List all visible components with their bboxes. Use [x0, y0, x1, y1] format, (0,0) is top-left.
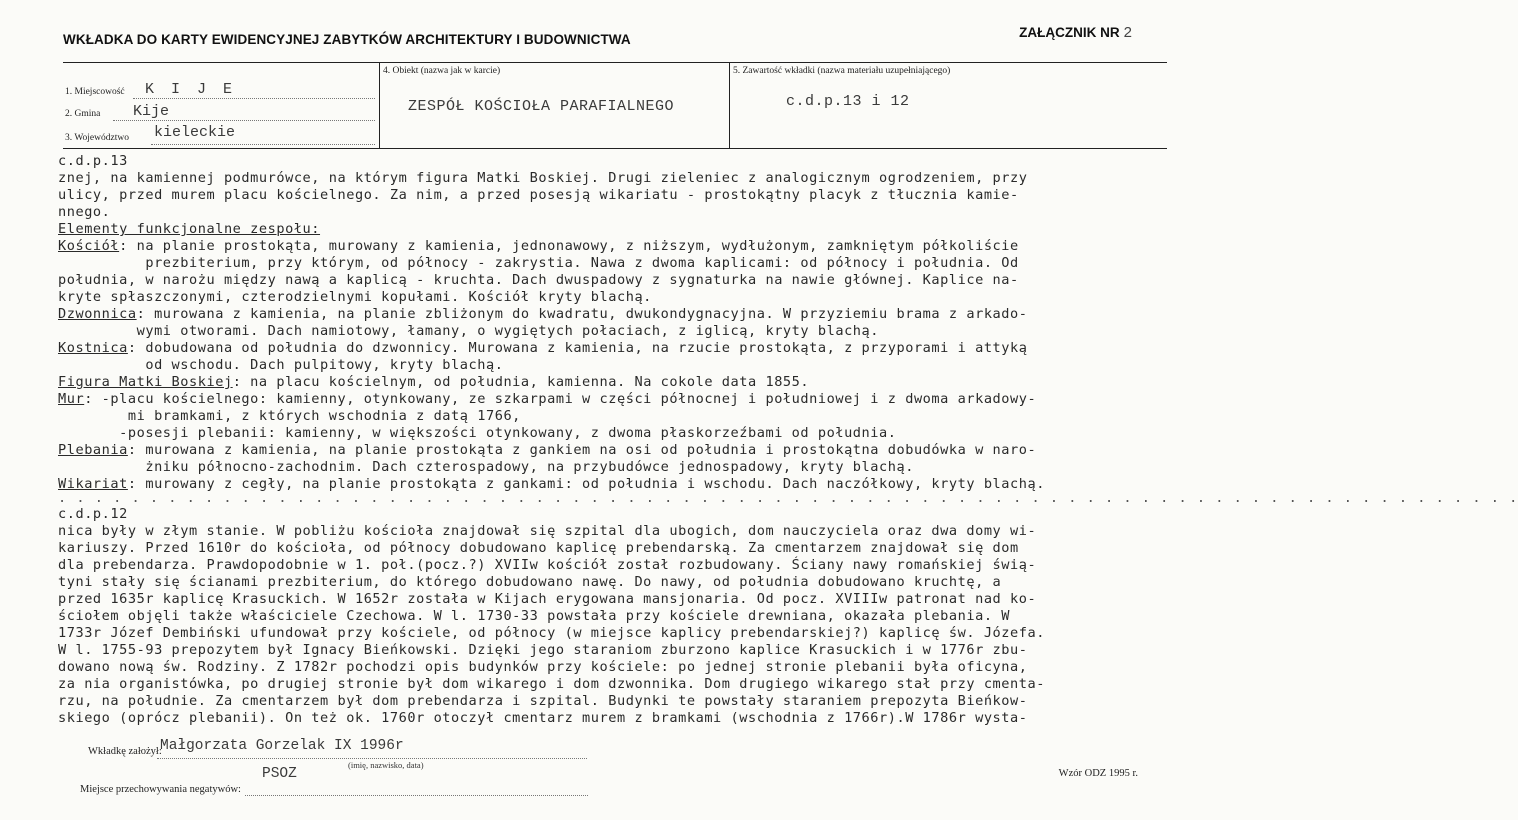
- history-line-4: tyni stały się ścianami prezbiterium, do którego dobudowano nawę. Do nawy, od południa dobudowano kruchtę, a: [58, 574, 1002, 590]
- locality-label: 1. Miejscowość: [65, 87, 125, 97]
- commune-label: 2. Gmina: [65, 109, 101, 119]
- voivodeship-dotline: [151, 144, 375, 145]
- element-figure-text-1: : na placu kościelnym, od południa, kamienna. Na cokole data 1855.: [232, 374, 810, 390]
- column-divider-2: [729, 63, 730, 148]
- section-heading-cdp13: c.d.p.13: [58, 153, 128, 169]
- history-line-6: ściołem objęli także właściciele Czechowa. W l. 1730-33 powstała przy kościele drewniana, okazała plebania. W: [58, 608, 1011, 624]
- commune-dotline: [113, 120, 375, 121]
- element-church-line-3: południa, w narożu między nawą a kaplicą - kruchta. Dach dwuspadowy z sygnaturka na nawie głównej. Kaplice na-: [58, 272, 1019, 288]
- form-header-table: [63, 62, 1167, 149]
- contents-label: 5. Zawartość wkładki (nazwa materiału uzupełniającego): [733, 66, 951, 76]
- history-line-11: rzu, na południe. Za cmentarzem był dom prebendarza i szpital. Budynki te powstały staraniem prepozyta Bieńkow-: [58, 693, 1028, 709]
- element-ossuary-text-1: : dobudowana od południa do dzwonnicy. Murowana z kamienia, na rzucie prostokąta, z przyporami i attyką: [127, 340, 1028, 356]
- contents-value: c.d.p.13 i 12: [786, 93, 910, 110]
- element-term-church: Kościół: [58, 238, 120, 254]
- element-church-line-2: prezbiterium, przy którym, od północy - zakrystia. Nawa z dwoma kaplicami: od północy i południa. Od: [58, 255, 1019, 271]
- field-locality: [65, 79, 375, 99]
- element-wall-line-3: -posesji plebanii: kamienny, w większości otynkowany, z dwoma płaskorzeźbami od południa.: [58, 425, 897, 441]
- history-line-7: 1733r Józef Dembiński ufundował przy kościele, od północy (w miejsce kaplicy prebendarskiej?) kaplicę św. Józefa.: [58, 625, 1045, 641]
- storage-dotline: [245, 795, 588, 796]
- history-line-1: nica były w złym stanie. W pobliżu kościoła znajdował się szpital dla ubogich, dom nauczyciela oraz dwa domy wi-: [58, 523, 1037, 539]
- commune-value: Kije: [133, 103, 170, 120]
- locality-value: K I J E: [145, 81, 237, 98]
- history-line-10: za nia organistówka, po drugiej stronie był dom wikarego i dom dzwonnika. Dom drugiego wikarego stał przy cmenta-: [58, 676, 1045, 692]
- field-voivodeship: [65, 125, 375, 145]
- element-wall-text-1: : -placu kościelnego: kamienny, otynkowany, ze szkarpami w części północnej i południowej i z dwoma arkadowy-: [84, 391, 1037, 407]
- element-wall-line-1: [58, 391, 1193, 408]
- column-divider-1: [379, 63, 380, 148]
- prepared-by-value: Małgorzata Gorzelak IX 1996r: [160, 738, 404, 754]
- element-rectory-line-2: żniku północno-zachodnim. Dach czterospadowy, na przybudówce jednospadowy, kryty blachą.: [58, 459, 914, 475]
- element-figure-line-1: [58, 374, 1193, 391]
- element-vicarage-text-1: : murowany z cegły, na planie prostokąta z gankami: od południa i wschodu. Dach naczółkowy, kryty blachą.: [127, 476, 1045, 492]
- element-ossuary-line-1: [58, 340, 1193, 357]
- history-line-12: skiego (oprócz plebanii). On też ok. 1760r otoczył cmentarz murem z bramkami (wschodnia z 1766r).W 1786r wysta-: [58, 710, 1028, 726]
- locality-dotline: [133, 98, 375, 99]
- document-body: [58, 153, 1518, 727]
- element-term-vicarage: Wikariat: [58, 476, 128, 492]
- element-belfry-line-2: wymi otworami. Dach namiotowy, łamany, o wygiętych połaciach, z iglicą, kryty blachą.: [58, 323, 880, 339]
- element-belfry-line-1: [58, 306, 1193, 323]
- history-line-5: przed 1635r kaplicę Krasuckich. W 1652r została w Kijach erygowana mansjonaria. Od pocz. XVIIIw patronat nad ko-: [58, 591, 1037, 607]
- section-heading-cdp12: c.d.p.12: [58, 506, 128, 522]
- prepared-by-note: (imię, nazwisko, data): [348, 760, 424, 770]
- element-church-text-1: : na planie prostokąta, murowany z kamienia, jednonawowy, z niższym, wydłużonym, zamkniętym półkoliście: [119, 238, 1019, 254]
- element-belfry-text-1: : murowana z kamienia, na planie zbliżonym do kwadratu, dwukondygnacyjna. W przyziemiu brama z arkado-: [136, 306, 1028, 322]
- history-line-2: kariuszy. Przed 1610r do kościoła, od północy dobudowano kaplicę prebendarską. Za cmentarzem znajdował się dom: [58, 540, 1019, 556]
- form-title: WKŁADKA DO KARTY EWIDENCYJNEJ ZABYTKÓW ARCHITEKTURY I BUDOWNICTWA: [63, 32, 631, 47]
- voivodeship-value: kieleckie: [154, 124, 236, 141]
- element-church-line-4: kryte spłaszczonymi, czterodzielnymi kopułami. Kościół kryty blachą.: [58, 289, 652, 305]
- intro-line-1: znej, na kamiennej podmurówce, na którym figura Matki Boskiej. Drugi zieleniec z analogicznym ogrodzeniem, przy: [58, 170, 1028, 186]
- prepared-by-dotline: [157, 758, 587, 759]
- history-line-8: W l. 1755-93 prepozytem był Ignacy Bieńkowski. Dzięki jego staraniom zburzono kaplice Krasuckich i w 1776r zbu-: [58, 642, 1028, 658]
- field-commune: [65, 101, 375, 121]
- elements-heading: Elementy funkcjonalne zespołu:: [58, 221, 321, 237]
- storage-label: Miejsce przechowywania negatywów:: [80, 784, 241, 795]
- annex-label: [1019, 24, 1132, 41]
- prepared-by-label: Wkładkę założył:: [88, 746, 162, 757]
- element-church-line-1: [58, 238, 1193, 255]
- element-term-wall: Mur: [58, 391, 85, 407]
- annex-number: 2: [1123, 24, 1132, 41]
- annex-label-text: ZAŁĄCZNIK NR: [1019, 25, 1120, 40]
- object-label: 4. Obiekt (nazwa jak w karcie): [383, 66, 501, 76]
- storage-value: PSOZ: [262, 766, 297, 782]
- intro-line-3: nnego.: [58, 204, 111, 220]
- element-term-figure: Figura Matki Boskiej: [58, 374, 233, 390]
- element-rectory-line-1: [58, 442, 1193, 459]
- element-term-ossuary: Kostnica: [58, 340, 128, 356]
- element-ossuary-line-2: od wschodu. Dach pulpitowy, kryty blachą.: [58, 357, 504, 373]
- history-line-3: dla prebendarza. Prawdopodobnie w 1. poł.(pocz.?) XVIIw kościół został rozbudowany. Ściany nawy romańskiej świą-: [58, 557, 1037, 573]
- dotted-separator: . . . . . . . . . . . . . . . . . . . . . . . . . . . . . . . . . . . . . . . . . . . . . . . . . . . . . . . . . . . . . . . . . . . . . . . . . . . . . . . .: [58, 490, 1518, 506]
- element-term-rectory: Plebania: [58, 442, 128, 458]
- element-rectory-text-1: : murowana z kamienia, na planie prostokąta z gankiem na osi od południa i prostokątna dobudówka w naro-: [127, 442, 1037, 458]
- element-wall-line-2: mi bramkami, z których wschodnia z datą 1766,: [58, 408, 521, 424]
- element-term-belfry: Dzwonnica: [58, 306, 137, 322]
- history-line-9: dowano nową św. Rodziny. Z 1782r pochodzi opis budynków przy kościele: po jednej stronie plebanii była oficyna,: [58, 659, 1028, 675]
- intro-line-2: ulicy, przed murem placu kościelnego. Za nim, a przed posesją wikariatu - prostokątny placyk z tłucznia kamie-: [58, 187, 1019, 203]
- form-model: Wzór ODZ 1995 r.: [1058, 768, 1138, 779]
- voivodeship-label: 3. Województwo: [65, 133, 129, 143]
- object-value: ZESPÓŁ KOŚCIOŁA PARAFIALNEGO: [408, 98, 675, 115]
